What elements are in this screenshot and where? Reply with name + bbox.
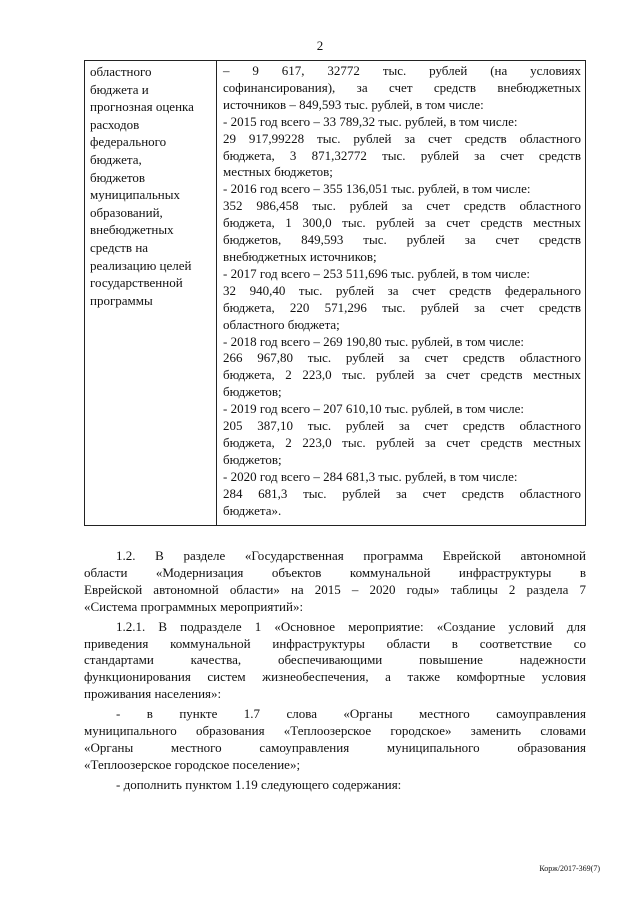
table-right-line: 284 681,3 тыс. рублей за счет средств областного bbox=[223, 485, 581, 501]
table-left-line: средств на bbox=[90, 239, 149, 255]
document-body bbox=[84, 548, 586, 797]
table-right-line: – 9 617, 32772 тыс. рублей (на условиях bbox=[223, 63, 581, 78]
table-left-column bbox=[85, 61, 217, 525]
table-left-line: программы bbox=[90, 292, 153, 308]
table-right-line: 205 387,10 тыс. рублей за счет средств областного bbox=[223, 418, 581, 434]
paragraph-line: области «Модернизация объектов коммунальной инфраструктуры в bbox=[84, 564, 586, 580]
paragraph-line: проживания населения»: bbox=[84, 686, 222, 702]
table-left-line: муниципальных bbox=[90, 187, 181, 203]
table-right-line: источников – 849,593 тыс. рублей, в том числе: bbox=[223, 96, 484, 112]
table-right-line: бюджета, 2 223,0 тыс. рублей за счет средств местных bbox=[223, 434, 581, 450]
paragraph-line: «Система программных мероприятий»: bbox=[84, 598, 304, 614]
paragraph-line: 1.2.1. В подразделе 1 «Основное мероприятие: «Создание условий для bbox=[116, 618, 586, 634]
table-left-line: образований, bbox=[90, 204, 163, 220]
table-right-column bbox=[223, 61, 581, 527]
paragraph-line: приведения коммунальной инфраструктуры области в соответствие со bbox=[84, 635, 586, 651]
paragraph-line: муниципального образования «Теплоозерское городское» заменить словами bbox=[84, 723, 586, 739]
table-right-line: бюджетов; bbox=[223, 384, 282, 400]
table-right-line: бюджета, 220 571,296 тыс. рублей за счет средств bbox=[223, 299, 581, 315]
table-right-line: 352 986,458 тыс. рублей за счет средств областного bbox=[223, 198, 581, 214]
table-right-line: - 2019 год всего – 207 610,10 тыс. рублей, в том числе: bbox=[223, 401, 524, 417]
paragraph-line: Еврейской автономной области» на 2015 – 2020 годы» таблицы 2 раздела 7 bbox=[84, 581, 586, 597]
table-right-line: бюджета». bbox=[223, 502, 282, 518]
paragraph-line: - в пункте 1.7 слова «Органы местного самоуправления bbox=[116, 706, 586, 722]
table-right-line: - 2018 год всего – 269 190,80 тыс. рублей, в том числе: bbox=[223, 333, 524, 349]
table-right-line: - 2015 год всего – 33 789,32 тыс. рублей, в том числе: bbox=[223, 113, 518, 129]
table-left-line: государственной bbox=[90, 275, 183, 291]
table-left-line: прогнозная оценка bbox=[90, 99, 194, 115]
table-left-line: расходов bbox=[90, 116, 140, 132]
table-right-line: - 2020 год всего – 284 681,3 тыс. рублей, в том числе: bbox=[223, 468, 518, 484]
paragraph-line: «Органы местного самоуправления муниципального образования bbox=[84, 739, 586, 755]
document-code: Корж/2017-369(7) bbox=[539, 864, 600, 873]
page-number: 2 bbox=[316, 38, 324, 53]
table-right-line: бюджетов; bbox=[223, 451, 282, 467]
table-left-line: бюджетов bbox=[90, 169, 146, 185]
table-right-line: 32 940,40 тыс. рублей за счет средств федерального bbox=[223, 282, 581, 298]
table-right-line: бюджета, 1 300,0 тыс. рублей за счет средств местных bbox=[223, 215, 581, 231]
paragraph-line: 1.2. В разделе «Государственная программа Еврейской автономной bbox=[116, 548, 586, 563]
table-right-line: - 2017 год всего – 253 511,696 тыс. рублей, в том числе: bbox=[223, 265, 530, 281]
table-right-line: областного бюджета; bbox=[223, 316, 340, 332]
paragraph bbox=[84, 777, 586, 794]
table-left-line: бюджета, bbox=[90, 151, 142, 167]
paragraph-line: - дополнить пунктом 1.19 следующего содержания: bbox=[116, 776, 402, 792]
table-left-line: внебюджетных bbox=[90, 222, 174, 238]
table-right-line: 266 967,80 тыс. рублей за счет средств областного bbox=[223, 350, 581, 366]
paragraph-line: функционирования систем жизнеобеспечения, а также комфортные условия bbox=[84, 669, 586, 685]
table-right-line: софинансирования), за счет средств внебюджетных bbox=[223, 79, 581, 95]
program-table bbox=[84, 60, 586, 526]
paragraph bbox=[84, 619, 586, 704]
paragraph-line: стандартами качества, обеспечивающими повышение надежности bbox=[84, 652, 586, 668]
table-right-line: бюджета, 2 223,0 тыс. рублей за счет средств местных bbox=[223, 367, 581, 383]
table-left-line: реализацию целей bbox=[90, 257, 192, 273]
table-left-line: федерального bbox=[90, 134, 167, 150]
table-right-line: - 2016 год всего – 355 136,051 тыс. рублей, в том числе: bbox=[223, 181, 531, 197]
paragraph bbox=[84, 548, 586, 616]
table-right-line: 29 917,99228 тыс. рублей за счет средств областного bbox=[223, 130, 581, 146]
table-right-line: местных бюджетов; bbox=[223, 164, 333, 180]
paragraph bbox=[84, 706, 586, 774]
table-right-line: бюджета, 3 871,32772 тыс. рублей за счет средств bbox=[223, 147, 581, 163]
paragraph-line: «Теплоозерское городское поселение»; bbox=[84, 756, 301, 772]
table-right-line: внебюджетных источников; bbox=[223, 248, 377, 264]
table-left-line: бюджета и bbox=[90, 81, 149, 97]
table-right-line: бюджетов, 849,593 тыс. рублей за счет средств bbox=[223, 232, 581, 248]
table-left-line: областного bbox=[90, 64, 152, 79]
